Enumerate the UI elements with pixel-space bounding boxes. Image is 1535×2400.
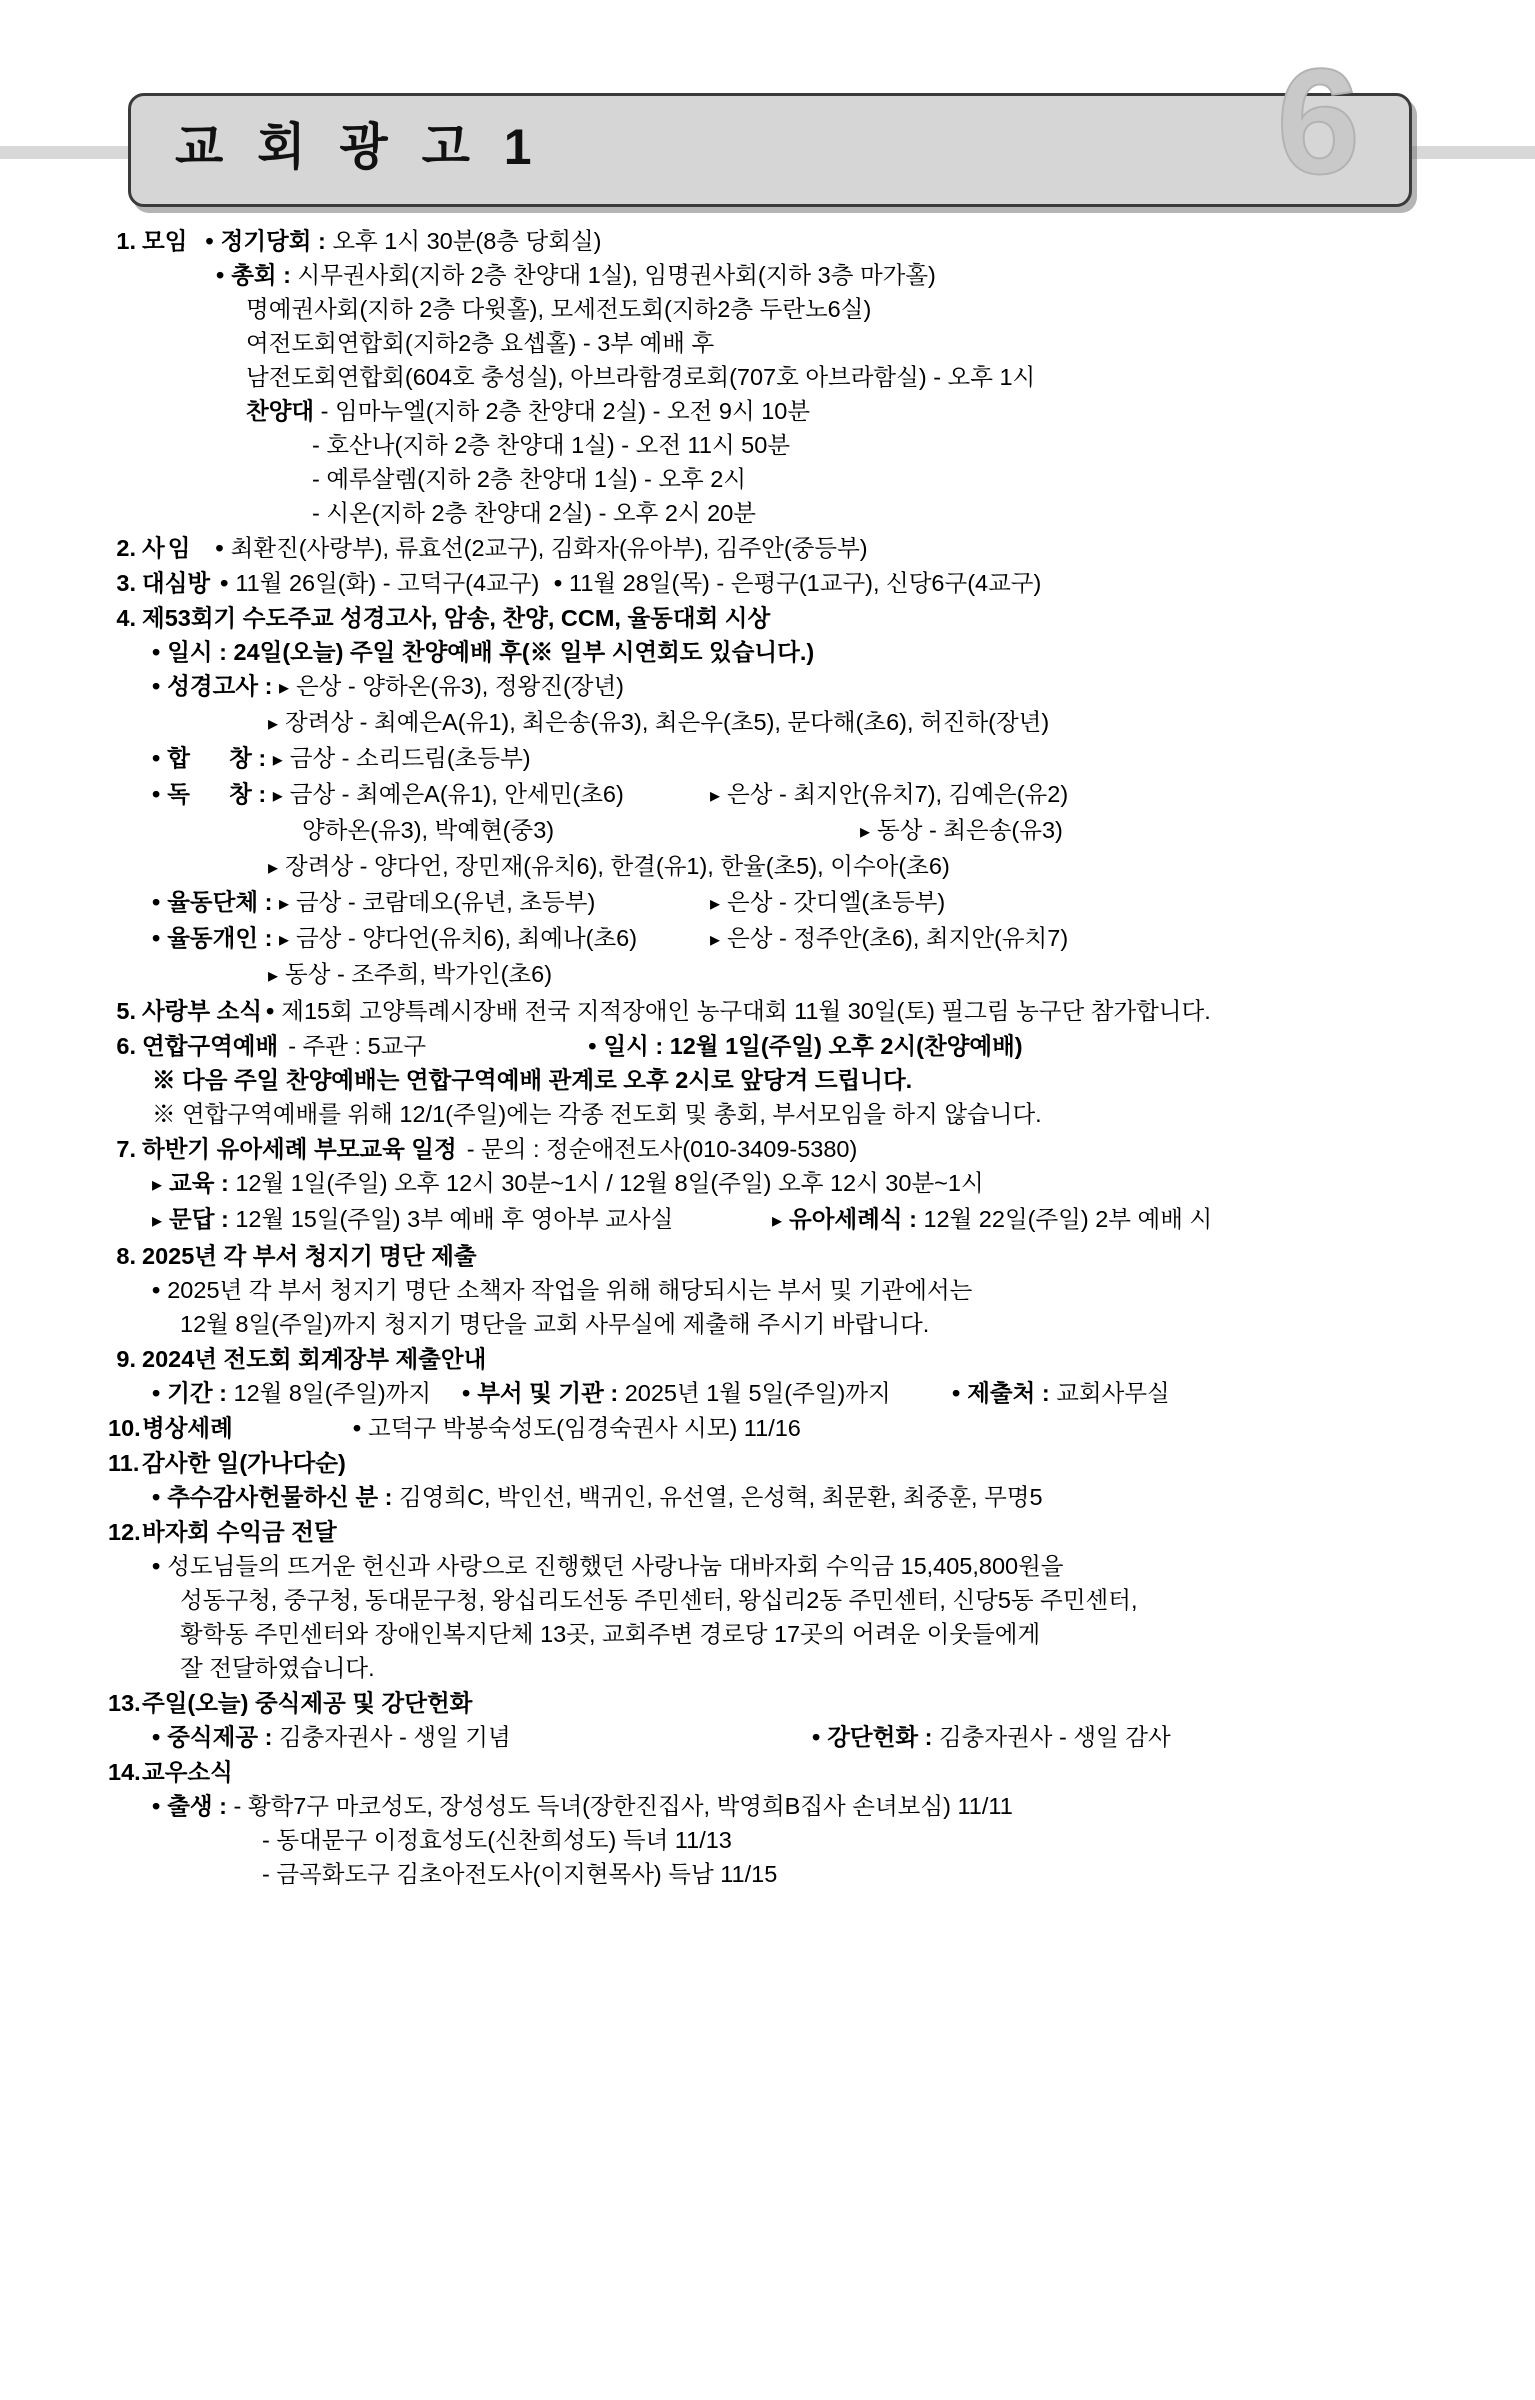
section-6-subtitle: - 주관 : 5교구 xyxy=(288,1033,427,1059)
section-1-line-3: 명예권사회(지하 2층 다윗홀), 모세전도회(지하2층 두란노6실) xyxy=(246,296,872,322)
section-1-line-5: 남전도회연합회(604호 충성실), 아브라함경로회(707호 아브라함실) - 오후 1시 xyxy=(246,364,1036,390)
section-12-line-4: 잘 전달하였습니다. xyxy=(180,1655,375,1681)
section-9-title: 2024년 전도회 회계장부 제출안내 xyxy=(142,1346,487,1372)
section-13-item-1: • 중식제공 : 김충자권사 - 생일 기념 xyxy=(152,1720,812,1754)
section-10-number: 10. xyxy=(108,1415,141,1441)
section-2 xyxy=(108,531,1415,565)
section-4-lines xyxy=(108,635,1415,993)
section-10 xyxy=(108,1411,1415,1445)
section-12-line-2: 성동구청, 중구청, 동대문구청, 왕십리도선동 주민센터, 왕십리2동 주민센터, 신당5동 주민센터, xyxy=(180,1587,1138,1613)
section-12-line-3: 황학동 주민센터와 장애인복지단체 13곳, 교회주변 경로당 17곳의 어려운 이웃들에게 xyxy=(180,1621,1041,1647)
section-1-title: 모임 xyxy=(142,228,188,254)
section-7-subtitle: - 문의 : 정순애전도사(010-3409-5380) xyxy=(466,1136,858,1162)
section-8-number: 8. xyxy=(116,1243,136,1269)
section-1 xyxy=(108,224,1415,258)
section-12-title: 바자회 수익금 전달 xyxy=(142,1519,337,1545)
section-6-title: 연합구역예배 xyxy=(142,1033,279,1059)
section-11-line-1: • 추수감사헌물하신 분 : 김영희C, 박인선, 백귀인, 유선열, 은성혁, 최문환, 최중훈, 무명5 xyxy=(152,1480,1415,1514)
section-1-line-8: - 예루살렘(지하 2층 찬양대 1실) - 오후 2시 xyxy=(312,466,747,492)
section-4-line-3: ▸ 장려상 - 최예은A(유1), 최은송(유3), 최은우(초5), 문다해(초6), 허진하(장년) xyxy=(152,705,1415,741)
section-11-title: 감사한 일(가나다순) xyxy=(142,1450,346,1476)
section-6-notes xyxy=(108,1063,1415,1131)
section-7-line-2: ▸ 문답 : 12월 15일(주일) 3부 예배 후 영아부 교사실 ▸ 유아세례식 : 12월 22일(주일) 2부 예배 시 xyxy=(152,1202,1415,1238)
section-1-line-2: • 총회 : 시무권사회(지하 2층 찬양대 1실), 임명권사회(지하 3층 마가홀) xyxy=(216,258,1415,292)
section-9-item-3: • 제출처 : 교회사무실 xyxy=(952,1376,1170,1410)
section-4-title: 제53회기 수도주교 성경고사, 암송, 찬양, CCM, 율동대회 시상 xyxy=(142,605,771,631)
section-13-title: 주일(오늘) 중식제공 및 강단헌화 xyxy=(142,1690,473,1716)
announcements-body xyxy=(0,224,1535,1891)
section-8 xyxy=(108,1239,1415,1273)
section-13 xyxy=(108,1686,1415,1720)
section-9-number: 9. xyxy=(116,1346,136,1372)
section-2-number: 2. xyxy=(116,535,136,561)
section-12 xyxy=(108,1515,1415,1549)
section-4-line-6: 양하온(유3), 박예현(중3) ▸ 동상 - 최은송(유3) xyxy=(152,813,1415,849)
section-14-line-2: - 동대문구 이정효성도(신찬희성도) 득녀 11/13 xyxy=(262,1827,732,1853)
section-4-line-10: ▸ 동상 - 조주희, 박가인(초6) xyxy=(152,957,1415,993)
section-4-line-1: • 일시 : 24일(오늘) 주일 찬양예배 후(※ 일부 시연회도 있습니다.) xyxy=(152,635,1415,669)
section-12-lines xyxy=(108,1549,1415,1685)
section-11-lines xyxy=(108,1480,1415,1514)
section-12-number: 12. xyxy=(108,1519,141,1545)
section-9 xyxy=(108,1342,1415,1376)
page-header xyxy=(0,38,1535,223)
section-3-number: 3. xyxy=(116,570,136,596)
section-4-line-2: • 성경고사 : ▸ 은상 - 양하온(유3), 정왕진(장년) xyxy=(152,669,1415,705)
bulletin-page xyxy=(0,38,1535,2400)
section-6-note-1: ※ 다음 주일 찬양예배는 연합구역예배 관계로 오후 2시로 앞당겨 드립니다. xyxy=(152,1067,913,1093)
section-5-number: 5. xyxy=(116,998,136,1024)
section-1-line-1: • 정기당회 : 오후 1시 30분(8층 당회실) xyxy=(205,224,601,258)
section-8-line-1: • 2025년 각 부서 청지기 명단 소책자 작업을 위해 해당되시는 부서 및 기관에서는 xyxy=(152,1273,1415,1307)
section-14-lines xyxy=(108,1789,1415,1891)
section-6-number: 6. xyxy=(116,1033,136,1059)
section-7-title: 하반기 유아세례 부모교육 일정 xyxy=(142,1136,457,1162)
section-13-lines xyxy=(108,1720,1415,1754)
section-11-number: 11. xyxy=(108,1450,140,1476)
section-6-right: • 일시 : 12월 1일(주일) 오후 2시(찬양예배) xyxy=(588,1029,1022,1063)
section-4-line-8: • 율동단체 : ▸ 금상 - 코람데오(유년, 초등부) ▸ 은상 - 갓디엘(초등부) xyxy=(152,885,1415,921)
section-9-item-1: • 기간 : 12월 8일(주일)까지 xyxy=(152,1376,462,1410)
section-4-line-9: • 율동개인 : ▸ 금상 - 양다언(유치6), 최예나(초6) ▸ 은상 - 정주안(초6), 최지안(유치7) xyxy=(152,921,1415,957)
section-2-title: 사임 xyxy=(142,535,194,561)
section-14-number: 14. xyxy=(108,1759,141,1785)
section-1-line-9: - 시온(지하 2층 찬양대 2실) - 오후 2시 20분 xyxy=(312,500,756,526)
section-6-note-2: ※ 연합구역예배를 위해 12/1(주일)에는 각종 전도회 및 총회, 부서모임을 하지 않습니다. xyxy=(152,1101,1042,1127)
section-4-line-7: ▸ 장려상 - 양다언, 장민재(유치6), 한결(유1), 한율(초5), 이수아(초6) xyxy=(152,849,1415,885)
section-10-line: • 고덕구 박봉숙성도(임경숙권사 시모) 11/16 xyxy=(353,1411,801,1445)
page-number: 6 xyxy=(1276,37,1360,205)
section-8-line-2: 12월 8일(주일)까지 청지기 명단을 교회 사무실에 제출해 주시기 바랍니다. xyxy=(180,1311,930,1337)
section-2-line: • 최환진(사랑부), 류효선(2교구), 김화자(유아부), 김주안(중등부) xyxy=(215,531,867,565)
section-8-lines xyxy=(108,1273,1415,1341)
section-1-line-4: 여전도회연합회(지하2층 요셉홀) - 3부 예배 후 xyxy=(246,330,715,356)
section-7-lines xyxy=(108,1166,1415,1238)
section-5-line: • 제15회 고양특례시장배 전국 지적장애인 농구대회 11월 30일(토) 필그림 농구단 참가합니다. xyxy=(266,994,1211,1028)
section-7 xyxy=(108,1132,1415,1166)
section-13-item-2: • 강단헌화 : 김충자권사 - 생일 감사 xyxy=(812,1720,1171,1754)
section-1-line-6: 찬양대 - 임마누엘(지하 2층 찬양대 2실) - 오전 9시 10분 xyxy=(246,398,811,424)
section-3-title: 대심방 xyxy=(142,570,211,596)
section-14-line-1: • 출생 : - 황학7구 마코성도, 장성성도 득녀(장한진집사, 박영희B집사 손녀보심) 11/11 xyxy=(152,1789,1415,1823)
section-3 xyxy=(108,566,1415,600)
section-1-number: 1. xyxy=(116,228,136,254)
section-10-title: 병상세례 xyxy=(142,1415,233,1441)
section-7-line-1: ▸ 교육 : 12월 1일(주일) 오후 12시 30분~1시 / 12월 8일(주일) 오후 12시 30분~1시 xyxy=(152,1166,1415,1202)
section-14 xyxy=(108,1755,1415,1789)
section-9-item-2: • 부서 및 기관 : 2025년 1월 5일(주일)까지 xyxy=(462,1376,952,1410)
section-7-number: 7. xyxy=(116,1136,136,1162)
section-4-line-5: • 독 창 : ▸ 금상 - 최예은A(유1), 안세민(초6) ▸ 은상 - 최지안(유치7), 김예은(유2) xyxy=(152,777,1415,813)
section-11 xyxy=(108,1446,1415,1480)
section-13-number: 13. xyxy=(108,1690,141,1716)
section-4 xyxy=(108,601,1415,635)
section-4-number: 4. xyxy=(116,605,136,631)
section-1-line-7: - 호산나(지하 2층 찬양대 1실) - 오전 11시 50분 xyxy=(312,432,791,458)
section-5-title: 사랑부 소식 xyxy=(142,998,263,1024)
section-9-lines xyxy=(108,1376,1415,1410)
section-6 xyxy=(108,1029,1415,1063)
section-8-title: 2025년 각 부서 청지기 명단 제출 xyxy=(142,1243,477,1269)
section-5 xyxy=(108,994,1415,1028)
section-14-title: 교우소식 xyxy=(142,1759,233,1785)
section-3-line: • 11월 26일(화) - 고덕구(4교구) • 11월 28일(목) - 은평구(1교구), 신당6구(4교구) xyxy=(220,566,1041,600)
page-title: 교 회 광 고 1 xyxy=(175,119,542,175)
section-4-line-4: • 합 창 : ▸ 금상 - 소리드림(초등부) xyxy=(152,741,1415,777)
section-14-line-3: - 금곡화도구 김초아전도사(이지현목사) 득남 11/15 xyxy=(262,1861,778,1887)
section-12-line-1: • 성도님들의 뜨거운 헌신과 사랑으로 진행했던 사랑나눔 대바자회 수익금 15,405,800원을 xyxy=(152,1549,1415,1583)
section-1-lines xyxy=(108,258,1415,530)
